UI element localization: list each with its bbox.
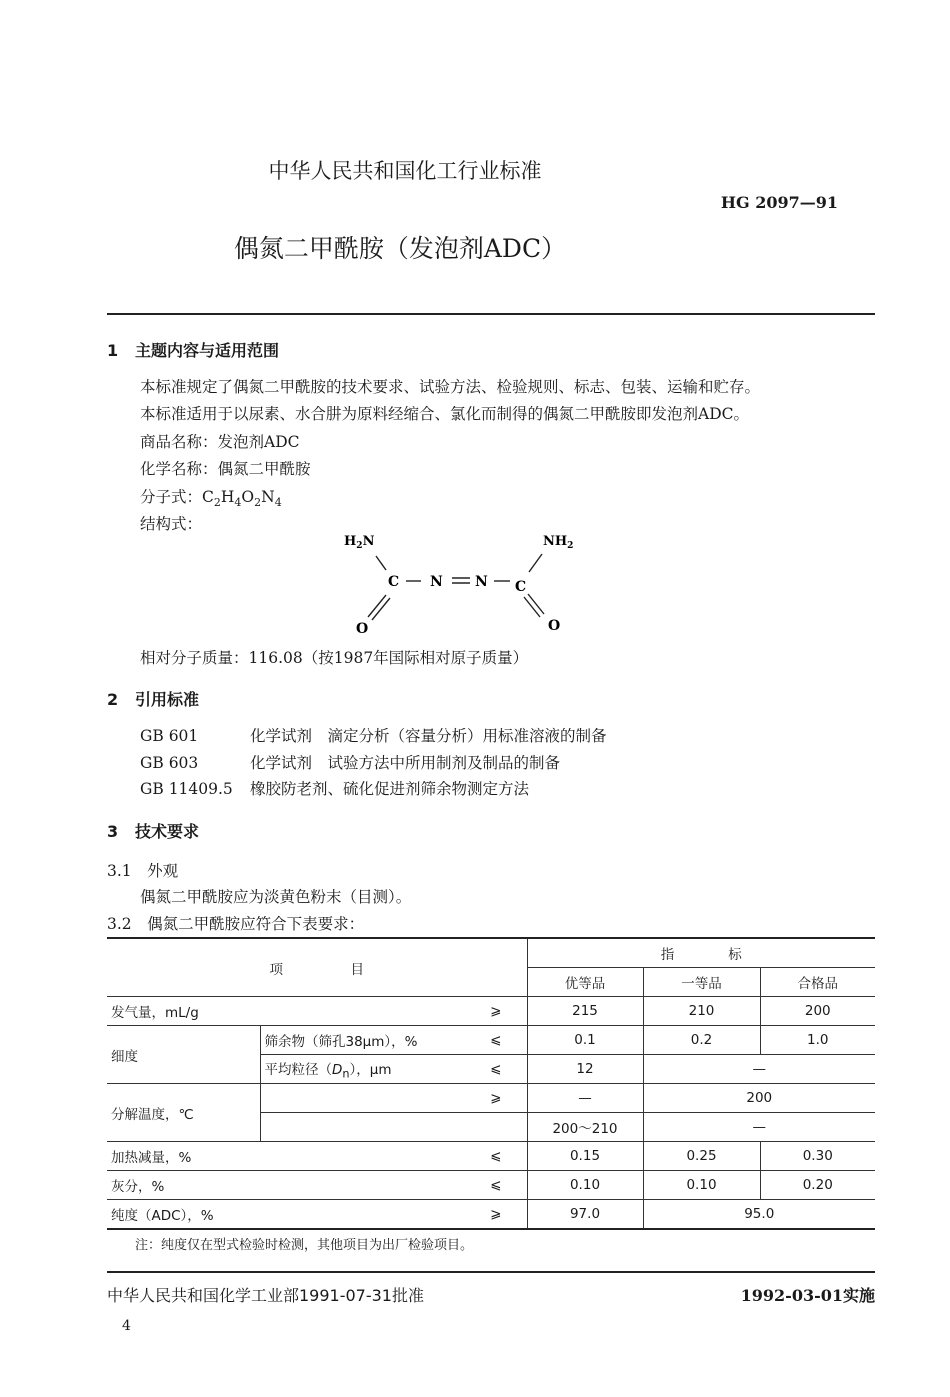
scope-paragraph-2: 本标准适用于以尿素、水合肼为原料经缩合、氯化而制得的偶氮二甲酰胺即发泡剂ADC。 (140, 405, 749, 423)
subsection-text: 偶氮二甲酰胺应符合下表要求： (147, 915, 365, 933)
table-row (107, 1084, 875, 1113)
item-label: 细度 (107, 1026, 260, 1084)
effective-date: 1992-03-01实施 (740, 1286, 875, 1305)
amino-group-right: $NH_2$ (543, 534, 574, 551)
table-row (107, 997, 875, 1026)
item-label: 灰分，% (107, 1171, 465, 1200)
reference-code: GB 11409.5 (140, 780, 233, 798)
empty-cell (260, 1084, 465, 1113)
section-title: 技术要求 (135, 822, 200, 841)
value-cell: 97.0 (527, 1200, 643, 1230)
structural-formula (330, 525, 610, 640)
page-number: 4 (122, 1318, 131, 1334)
value-cell: 200～210 (527, 1113, 643, 1142)
section-3-heading (107, 819, 199, 842)
subsection-number: 3.2 (107, 915, 132, 933)
operator: ⩽ (465, 1055, 527, 1084)
bond-nh2-c-left (376, 556, 386, 570)
appearance-text: 偶氮二甲酰胺应为淡黄色粉末（目测）。 (140, 888, 412, 906)
document-title: 偶氮二甲酰胺（发泡剂ADC） (233, 234, 567, 263)
operator: ⩾ (465, 1200, 527, 1230)
section-1-heading (107, 338, 279, 361)
grade-qualified: 合格品 (760, 968, 875, 997)
value-cell: 95.0 (643, 1200, 875, 1230)
operator: ⩾ (465, 997, 527, 1026)
subsection-3-1 (107, 859, 178, 881)
item-label: 加热减量，% (107, 1142, 465, 1171)
table-row (107, 1171, 875, 1200)
table-note: 注：纯度仅在型式检验时检测，其他项目为出厂检验项目。 (135, 1238, 474, 1253)
header-divider (107, 313, 875, 315)
trade-name: 商品名称：发泡剂ADC (140, 433, 300, 451)
operator: ⩾ (465, 1084, 527, 1113)
reference-item (140, 751, 560, 773)
nitrogen-right: N (475, 574, 488, 590)
table-header-row (107, 938, 875, 968)
subsection-3-2 (107, 912, 364, 934)
value-cell: 0.15 (527, 1142, 643, 1171)
grade-premium: 优等品 (527, 968, 643, 997)
molecular-formula: 分子式：$C_2H_4O_2N_4$ (140, 488, 282, 510)
value-cell: 12 (527, 1055, 643, 1084)
value-cell: 0.10 (643, 1171, 760, 1200)
amino-group-left: $H_2N$ (344, 534, 375, 551)
section-title: 主题内容与适用范围 (135, 341, 280, 360)
value-cell: 0.30 (760, 1142, 875, 1171)
molecular-weight: 相对分子质量：116.08（按1987年国际相对原子质量） (140, 649, 529, 667)
section-2-heading (107, 687, 199, 710)
value-cell: 200 (643, 1084, 875, 1113)
value-cell: 0.25 (643, 1142, 760, 1171)
structure-label: 结构式： (140, 515, 203, 533)
reference-code: GB 601 (140, 727, 199, 745)
section-number: 2 (107, 690, 119, 709)
oxygen-left: O (356, 621, 369, 637)
sub-item-label: 筛余物（筛孔38μm），% (260, 1026, 465, 1055)
subsection-number: 3.1 (107, 862, 132, 880)
grade-first: 一等品 (643, 968, 760, 997)
carbon-left: C (388, 574, 400, 590)
scope-paragraph-1: 本标准规定了偶氮二甲酰胺的技术要求、试验方法、检验规则、标志、包装、运输和贮存。 (140, 378, 761, 396)
value-cell: 1.0 (760, 1026, 875, 1055)
section-title: 引用标准 (135, 690, 200, 709)
operator: ⩽ (465, 1142, 527, 1171)
oxygen-right: O (548, 618, 561, 634)
index-header: 指 标 (527, 938, 875, 968)
table-row (107, 1200, 875, 1230)
approval-statement: 中华人民共和国化学工业部1991-07-31批准 (107, 1286, 424, 1305)
table-row (107, 1142, 875, 1171)
operator: ⩽ (465, 1026, 527, 1055)
table-row (107, 1026, 875, 1055)
carbon-right: C (515, 579, 527, 595)
value-cell: 0.1 (527, 1026, 643, 1055)
value-cell: 0.10 (527, 1171, 643, 1200)
nitrogen-left: N (430, 574, 443, 590)
chemical-name: 化学名称：偶氮二甲酰胺 (140, 460, 311, 478)
value-cell: 200 (760, 997, 875, 1026)
subsection-title: 外观 (147, 862, 179, 880)
value-cell: 0.20 (760, 1171, 875, 1200)
section-number: 1 (107, 341, 119, 360)
value-cell: — (643, 1055, 875, 1084)
formula-label: 分子式： (140, 488, 203, 506)
item-label: 发气量，mL/g (107, 997, 465, 1026)
standard-code: HG 2097—91 (720, 193, 838, 212)
value-cell: 0.2 (643, 1026, 760, 1055)
reference-title: 化学试剂 试验方法中所用制剂及制品的制备 (250, 754, 561, 772)
item-label: 分解温度，℃ (107, 1084, 260, 1142)
reference-title: 化学试剂 滴定分析（容量分析）用标准溶液的制备 (250, 727, 607, 745)
sub-item-label: 平均粒径$(D_n)$，μm (260, 1055, 465, 1084)
item-header: 项 目 (107, 938, 527, 997)
section-number: 3 (107, 822, 119, 841)
reference-code: GB 603 (140, 754, 199, 772)
value-cell: — (643, 1113, 875, 1142)
item-label: 纯度（ADC），% (107, 1200, 465, 1230)
standard-category: 中华人民共和国化工行业标准 (268, 159, 542, 183)
value-cell: 210 (643, 997, 760, 1026)
value-cell: — (527, 1084, 643, 1113)
reference-item (140, 777, 529, 799)
footer-divider (107, 1271, 875, 1273)
value-cell: 215 (527, 997, 643, 1026)
operator: ⩽ (465, 1171, 527, 1200)
reference-title: 橡胶防老剂、硫化促进剂筛余物测定方法 (250, 780, 530, 798)
bond-nh2-c-right (529, 554, 542, 572)
requirements-table (107, 937, 875, 1230)
reference-item (140, 724, 607, 746)
empty-operator (465, 1113, 527, 1142)
empty-cell (260, 1113, 465, 1142)
